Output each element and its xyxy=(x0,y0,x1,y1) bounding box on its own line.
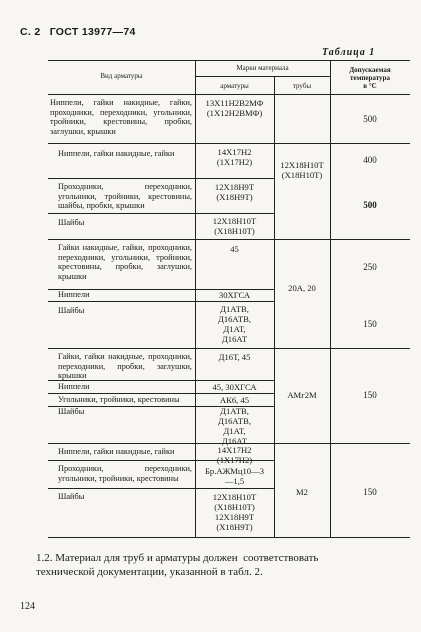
table-row-temperature: 400 xyxy=(363,155,377,165)
col-header-pipes: трубы xyxy=(292,82,312,90)
pipe-material: 20А, 20 xyxy=(288,283,316,293)
table-row-material: Д16Т, 45 xyxy=(218,352,251,362)
table-row-material: АК6, 45 xyxy=(219,395,250,405)
table-row-type: Шайбы xyxy=(58,218,85,227)
table-row-material: 12Х18Н9Т (Х18Н9Т) xyxy=(214,182,255,202)
table-row-type: Гайки накидные, гайки, проходники, переходники, угольники, тройники, крестовины, пробки, заглушки, крышки xyxy=(58,243,192,281)
table-row-temperature: 150 xyxy=(363,319,377,329)
table-row-temperature: 150 xyxy=(363,390,377,400)
page-number: 124 xyxy=(20,601,35,612)
page-header xyxy=(20,26,136,38)
table-row-type: Ниппели, гайки накидные, гайки xyxy=(58,447,175,456)
standard-label: ГОСТ 13977—74 xyxy=(49,26,136,38)
table-row-material: 45, 30ХГСА xyxy=(212,382,257,392)
table-row-type: Шайбы xyxy=(58,407,85,416)
table-row-type: Ниппели, гайки накидные, гайки xyxy=(58,149,175,158)
table-row-material: 14Х17Н2 (1Х17Н2) xyxy=(216,445,253,465)
table-row-material: Д1АТВ, Д16АТВ, Д1АТ, Д16АТ xyxy=(217,406,252,446)
table-row-material: Д1АТВ, Д16АТВ, Д1АТ, Д16АТ xyxy=(217,304,252,344)
table-row-temperature: 500 xyxy=(363,114,377,124)
table-title: Таблица 1 xyxy=(322,47,376,58)
table-row-temperature: 150 xyxy=(363,487,377,497)
table-row-type: Проходники, переходники, угольники, тройники, крестовины, шайбы, пробки, крышки xyxy=(58,182,192,211)
table-row-material: 12Х18Н10Т (Х18Н10Т) 12Х18Н9Т (Х18Н9Т) xyxy=(212,492,257,532)
table-row-type: Проходники, переходники, угольники, тройники, крестовины xyxy=(58,464,192,483)
table-row-material: 45 xyxy=(230,244,239,254)
table-row-type: Ниппели, гайки накидные, гайки, проходники, переходники, угольники, тройники, крестовины, пробки, заглушки, крышки xyxy=(50,98,192,136)
col-header-material-grades: Марки материала xyxy=(236,64,289,72)
page-label: С. 2 xyxy=(20,26,41,38)
table-row-type: Шайбы xyxy=(58,306,85,315)
table-row-material: 14Х17Н2 (1Х17Н2) xyxy=(216,147,253,167)
table-row-type: Ниппели xyxy=(58,290,90,299)
table-row-material: 13Х11Н2В2МФ (1Х12Н2ВМФ) xyxy=(205,98,264,118)
table-row-type: Гайки, гайки накидные, проходники, переходники, пробки, заглушки, крышки xyxy=(58,352,192,381)
table-row-material: Бр.АЖМц10—3 —1,5 xyxy=(204,466,264,486)
table-row-type: Ниппели xyxy=(58,382,90,391)
table-row-type: Угольники, тройники, крестовины xyxy=(58,395,180,404)
pipe-material: АМг2М xyxy=(287,390,317,400)
pipe-material: 12Х18Н10Т (Х18Н10Т) xyxy=(280,160,324,180)
body-paragraph: 1.2. Материал для труб и арматуры должен соответствовать технической документации, указанной в табл. 2. xyxy=(36,552,319,578)
col-header-fitting-type: Вид арматуры xyxy=(100,72,143,80)
col-header-temperature: Допускаемая температура в °С xyxy=(349,66,391,90)
table-row-type: Шайбы xyxy=(58,492,85,501)
table-row-temperature: 250 xyxy=(363,262,377,272)
pipe-material: М2 xyxy=(296,487,308,497)
col-header-fittings: арматуры xyxy=(220,82,249,90)
table-row-material: 30ХГСА xyxy=(218,290,251,300)
table-row-material: 12Х18Н10Т (Х18Н10Т) xyxy=(212,216,257,236)
table-row-temperature: 500 xyxy=(363,200,377,210)
